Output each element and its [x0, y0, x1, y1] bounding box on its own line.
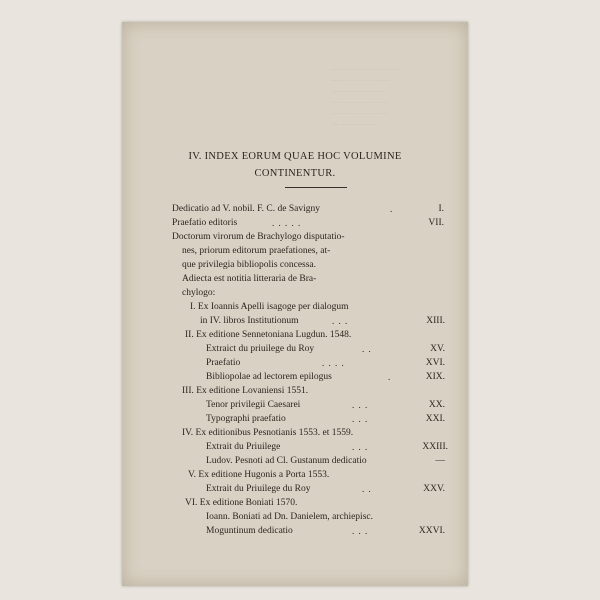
- toc-leader-dots: . . . . .: [272, 218, 302, 228]
- toc-entry-text: Adiecta est notitia litteraria de Bra-: [182, 274, 317, 284]
- toc-entry-text: Tenor privilegii Caesarei: [206, 400, 301, 410]
- bleed-through-text: —————————— — — — — — —— ——— — ——— — ———— — — ——— — — —— — — ————: [332, 65, 402, 128]
- heading-line-1: IV. INDEX EORUM QUAE HOC VOLUMINE: [188, 151, 402, 162]
- toc-section-heading: I. Ex Ioannis Apelli isagoge per dialogum: [190, 302, 349, 312]
- toc-entry-text: que privilegia bibliopolis concessa.: [182, 260, 317, 270]
- toc-page-number: XIII.: [426, 316, 445, 326]
- toc-leader-dots: . . . .: [322, 358, 345, 368]
- book-page: [122, 22, 468, 586]
- table-of-contents: [122, 22, 468, 586]
- toc-entry-text: in IV. libros Institutionum: [200, 316, 299, 326]
- toc-section-heading: V. Ex editione Hugonis a Porta 1553.: [188, 470, 330, 480]
- toc-page-number: I.: [438, 204, 444, 214]
- toc-page-number: XX.: [428, 400, 445, 410]
- toc-section-heading: VI. Ex editione Boniati 1570.: [185, 498, 298, 508]
- toc-page-number: —: [435, 456, 445, 466]
- toc-leader-dots: .: [390, 204, 394, 214]
- toc-leader-dots: . . .: [352, 526, 369, 536]
- toc-entry-text: Extrait du Priuilege: [206, 442, 281, 452]
- heading-line-2: CONTINENTUR.: [254, 168, 336, 179]
- toc-entry-text: Extrait du Priuilege du Roy: [206, 484, 311, 494]
- toc-leader-dots: .: [388, 372, 392, 382]
- toc-page-number: XIX.: [425, 372, 445, 382]
- toc-leader-dots: . . .: [352, 442, 369, 452]
- toc-entry-text: Praefatio: [206, 358, 241, 368]
- toc-entry-text: Ludov. Pesnoti ad Cl. Gustanum dedicatio: [206, 456, 367, 466]
- toc-page-number: XXI.: [425, 414, 445, 424]
- toc-entry-text: Extraict du priuilege du Roy: [206, 344, 315, 354]
- toc-entry-text: Ioann. Boniati ad Dn. Danielem, archiepisc.: [206, 512, 373, 522]
- toc-page-number: XXVI.: [418, 526, 445, 536]
- toc-page-number: VII.: [428, 218, 444, 228]
- toc-page-number: XVI.: [425, 358, 445, 368]
- toc-page-number: XXIII.: [422, 442, 448, 452]
- toc-page-number: XV.: [430, 344, 445, 354]
- toc-page-number: XXV.: [423, 484, 445, 494]
- toc-entry-text: Praefatio editoris: [172, 218, 238, 228]
- toc-leader-dots: . . .: [352, 414, 369, 424]
- toc-entry-text: nes, priorum editorum praefationes, at-: [182, 246, 331, 256]
- toc-leader-dots: . . .: [352, 400, 369, 410]
- toc-leader-dots: . .: [362, 344, 372, 354]
- toc-entry-text: Moguntinum dedicatio: [206, 526, 293, 536]
- toc-entry-text: Dedicatio ad V. nobil. F. C. de Savigny: [172, 204, 320, 214]
- toc-entry-text: chylogo:: [182, 288, 216, 298]
- toc-entry-text: Typographi praefatio: [206, 414, 286, 424]
- toc-section-heading: III. Ex editione Lovaniensi 1551.: [182, 386, 309, 396]
- toc-entry-text: Doctorum virorum de Brachylogo disputatio-: [172, 232, 345, 242]
- toc-section-heading: IV. Ex editionibus Pesnotianis 1553. et 1559.: [182, 428, 354, 438]
- toc-leader-dots: . . .: [332, 316, 349, 326]
- toc-leader-dots: . .: [362, 484, 372, 494]
- toc-entry-text: Bibliopolae ad lectorem epilogus: [206, 372, 332, 382]
- toc-section-heading: II. Ex editione Sennetoniana Lugdun. 1548.: [185, 330, 352, 340]
